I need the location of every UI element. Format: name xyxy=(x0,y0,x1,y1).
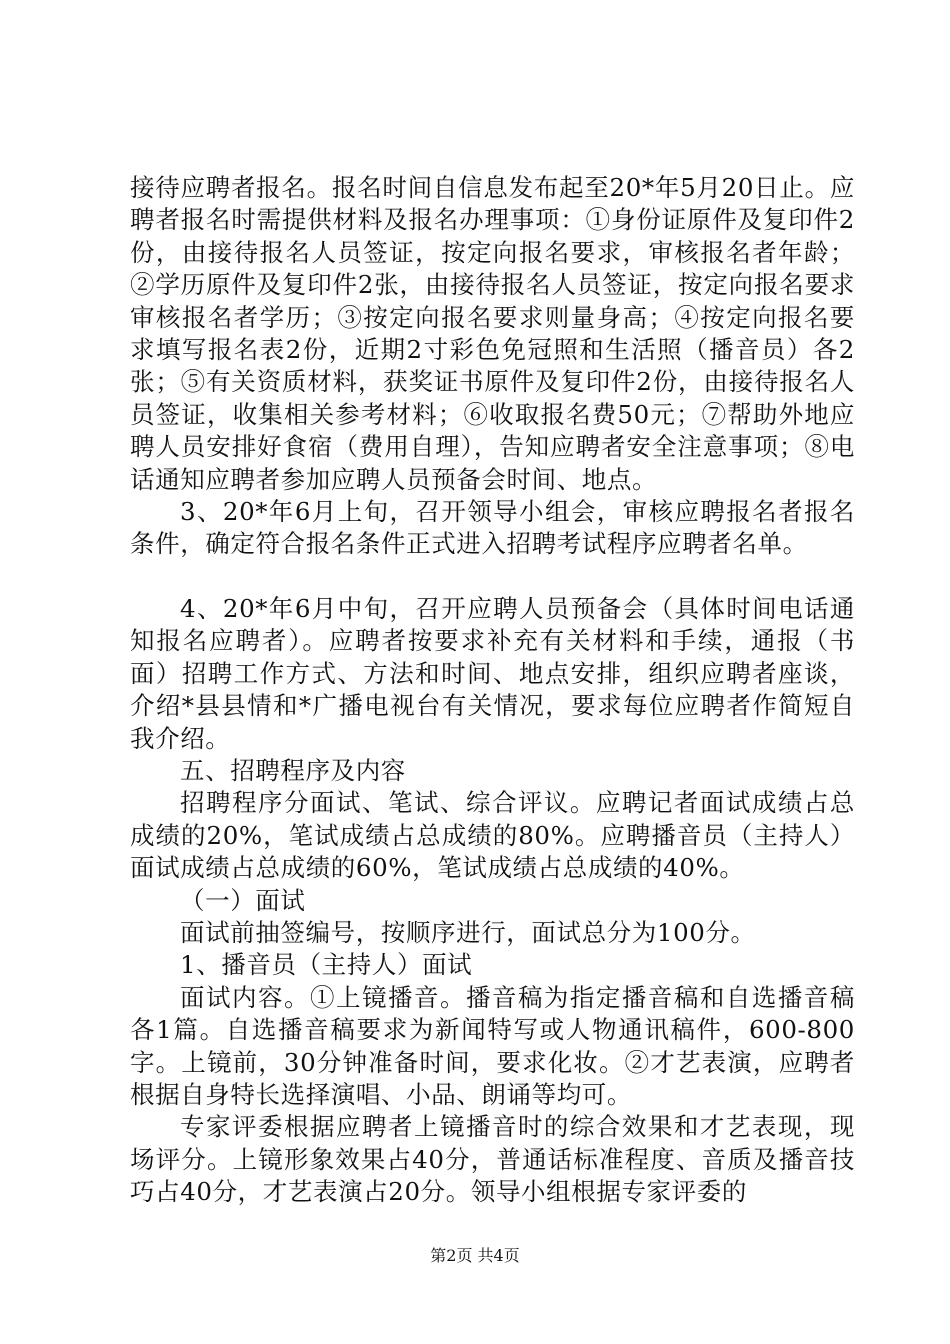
paragraph-procedure: 招聘程序分面试、笔试、综合评议。应聘记者面试成绩占总成绩的20%，笔试成绩占总成绩的80%。应聘播音员（主持人）面试成绩占总成绩的60%，笔试成绩占总成绩的40%。 xyxy=(130,788,855,883)
subheading-announcer-interview: 1、播音员（主持人）面试 xyxy=(180,950,473,980)
section-heading-procedure: 五、招聘程序及内容 xyxy=(180,755,406,785)
page-number-footer: 第2页 共4页 xyxy=(430,1246,520,1265)
paragraph-interview-order: 面试前抽签编号，按顺序进行，面试总分为100分。 xyxy=(180,917,756,947)
paragraph-interview-content: 面试内容。①上镜播音。播音稿为指定播音稿和自选播音稿各1篇。自选播音稿要求为新闻特写或人物通讯稿件，600-800字。上镜前，30分钟准备时间，要求化妆。②才艺表演，应聘者根据自身特长选择演唱、小品、朗诵等均可。 xyxy=(130,982,855,1109)
paragraph-registration: 接待应聘者报名。报名时间自信息发布起至20*年5月20日止。应聘者报名时需提供材料及报名办理事项：①身份证原件及复印件2份，由接待报名人员签证，按定向报名要求，审核报名者年龄；②学历原件及复印件2张，由接待报名人员签证，按定向报名要求审核报名者学历；③按定向报名要求则量身高；④按定向报名要求填写报名表2份，近期2寸彩色免冠照和生活照（播音员）各2张；⑤有关资质材料，获奖证书原件及复印件2份，由接待报名人员签证，收集相关参考材料；⑥收取报名费50元；⑦帮助外地应聘人员安排好食宿（费用自理），告知应聘者安全注意事项；⑧电话通知应聘者参加应聘人员预备会时间、地点。 xyxy=(130,173,855,494)
document-body xyxy=(130,172,855,1209)
paragraph-step-3: 3、20*年6月上旬，召开领导小组会，审核应聘报名者报名条件，确定符合报名条件正式进入招聘考试程序应聘者名单。 xyxy=(130,497,855,559)
paragraph-step-4: 4、20*年6月中旬，召开应聘人员预备会（具体时间电话通知报名应聘者）。应聘者按要求补充有关材料和手续，通报（书面）招聘工作方式、方法和时间、地点安排，组织应聘者座谈，介绍*县县情和*广播电视台有关情况，要求每位应聘者作简短自我介绍。 xyxy=(130,593,855,753)
subheading-interview: （一）面试 xyxy=(180,885,306,915)
paragraph-scoring: 专家评委根据应聘者上镜播音时的综合效果和才艺表现，现场评分。上镜形象效果占40分，普通话标准程度、音质及播音技巧占40分，才艺表演占20分。领导小组根据专家评委的 xyxy=(130,1112,855,1207)
